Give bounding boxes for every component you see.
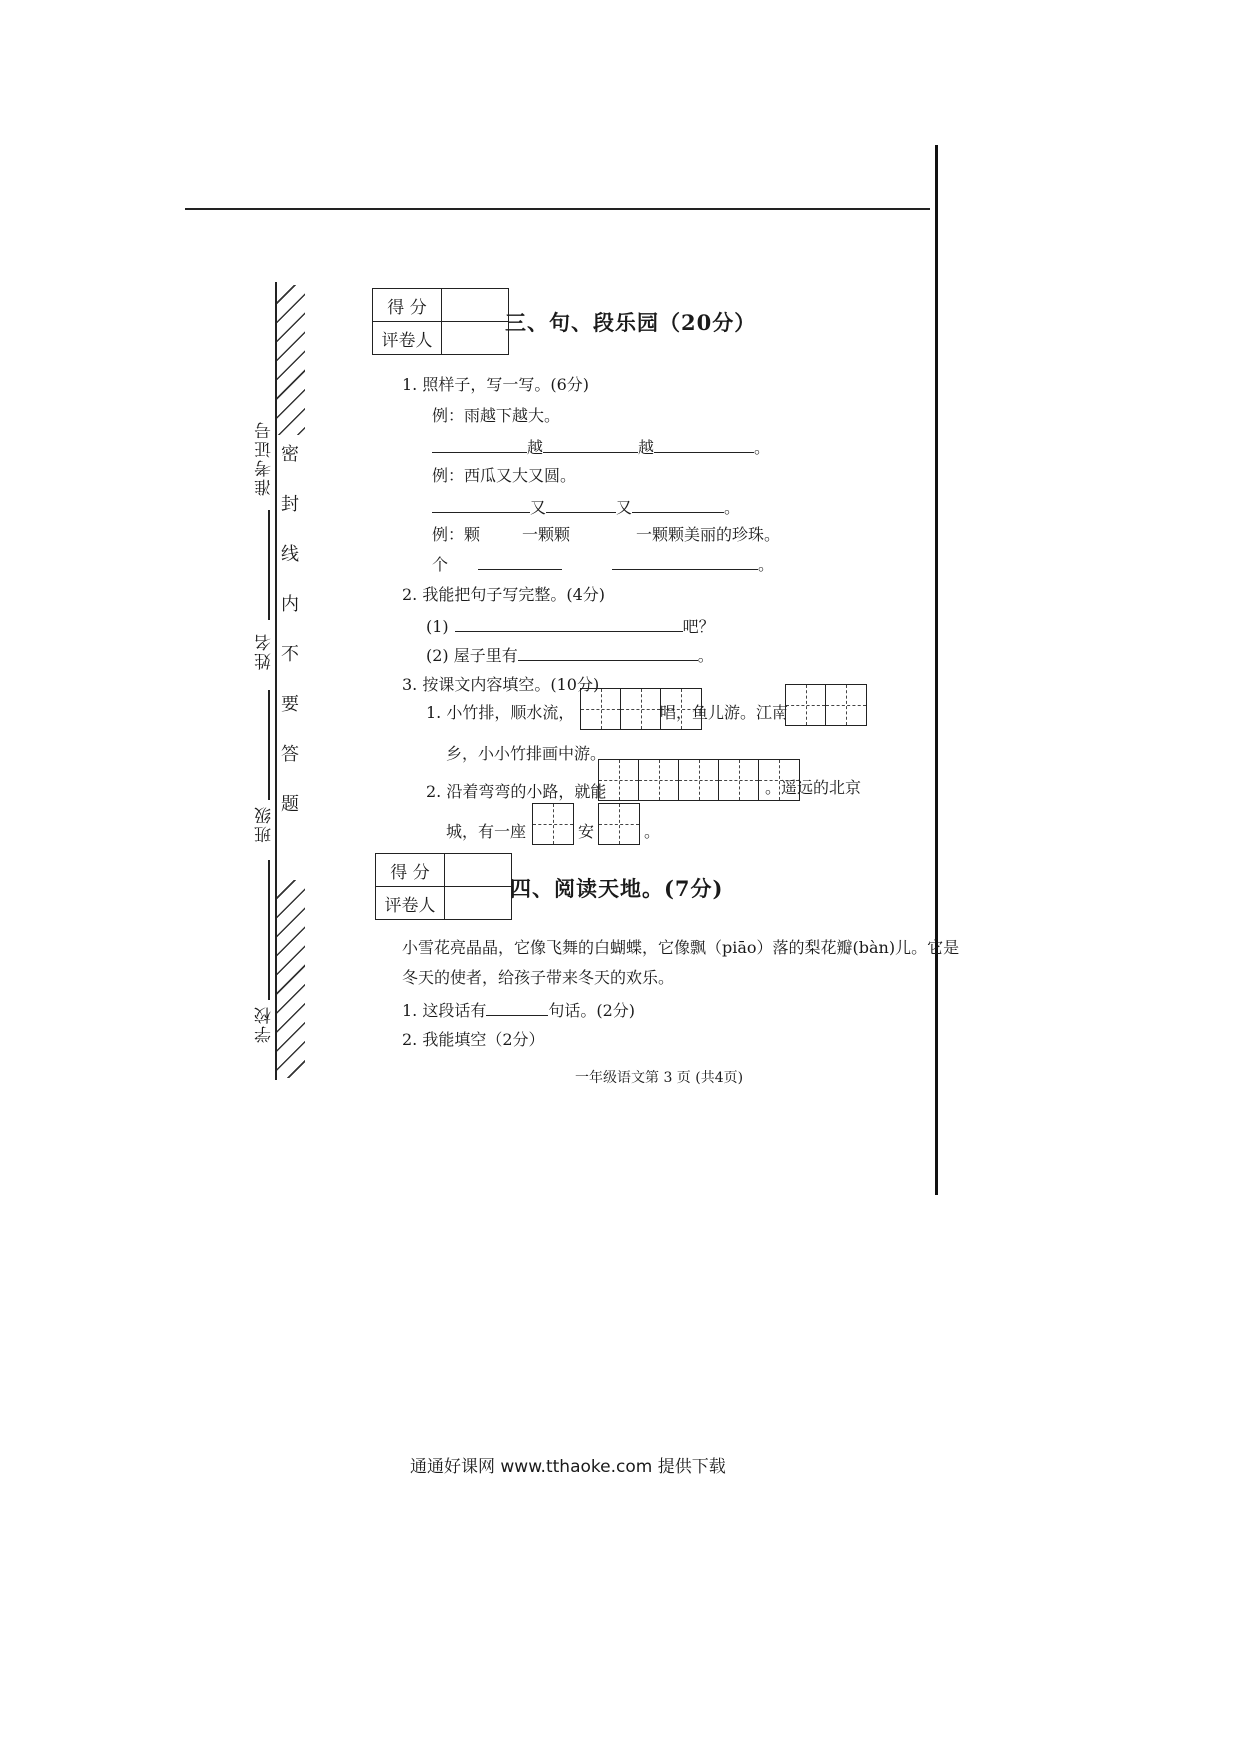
name-line	[268, 690, 270, 800]
q1-fill2	[432, 494, 740, 518]
blank[interactable]	[486, 997, 548, 1016]
seal-char: 题	[281, 794, 299, 815]
q1-example3-b: 一颗颗	[522, 525, 571, 544]
seal-char: 要	[281, 694, 299, 715]
char-grid-2[interactable]	[785, 684, 867, 726]
blank[interactable]	[632, 494, 724, 513]
grader-field[interactable]	[445, 887, 512, 920]
fill-end: 。	[754, 438, 771, 457]
fill-char: 又	[616, 498, 633, 517]
grader-field[interactable]	[442, 322, 509, 355]
blank[interactable]	[543, 434, 638, 453]
sentence-end: 吧？	[682, 617, 715, 636]
grader-label: 评卷人	[373, 322, 442, 355]
q2-sentence1	[426, 613, 715, 637]
score-box-section3	[372, 288, 509, 355]
blank[interactable]	[546, 494, 616, 513]
section3-title: 三、句、段乐园（20分）	[505, 310, 757, 335]
hatch-top	[277, 285, 305, 435]
section4-title: 四、阅读天地。(7分)	[510, 876, 724, 901]
score-box-section4	[375, 853, 512, 920]
seal-char: 内	[281, 594, 299, 615]
blank[interactable]	[612, 551, 758, 570]
blank[interactable]	[432, 434, 527, 453]
top-border-line	[185, 208, 930, 210]
q1-example3-c: 一颗颗美丽的珍珠。	[636, 525, 781, 544]
q3-line1-a: 1. 小竹排，顺水流，	[426, 703, 575, 722]
seal-char: 封	[281, 494, 299, 515]
seal-char: 密	[281, 444, 299, 465]
q1-heading: 1. 照样子，写一写。(6分)	[402, 375, 590, 394]
watermark: 通通好课网 www.tthaoke.com 提供下载	[410, 1457, 726, 1477]
q3-line2: 乡，小小竹排画中游。	[446, 744, 607, 763]
sentence-label: (1)	[426, 617, 449, 636]
q3-line1-b: 唱，鱼儿游。江南	[660, 703, 789, 722]
sentence-end: 。	[697, 646, 714, 665]
blank[interactable]	[432, 494, 530, 513]
fill-char: 越	[638, 438, 655, 457]
fill-end: 。	[758, 555, 775, 574]
s4-q1	[402, 997, 635, 1021]
school-label: 学校	[255, 1005, 275, 1043]
q3-line4-a: 城，有一座	[446, 822, 527, 841]
fill-char: 越	[527, 438, 544, 457]
q2-sentence2	[426, 642, 714, 666]
q1-fill3	[432, 551, 774, 575]
q1-example1: 例：雨越下越大。	[432, 406, 561, 425]
score-field[interactable]	[442, 289, 509, 322]
right-border-line	[935, 145, 938, 1195]
q3-line4-end: 。	[644, 822, 661, 841]
name-label: 姓名	[255, 632, 275, 670]
grader-label: 评卷人	[376, 887, 445, 920]
blank[interactable]	[478, 551, 562, 570]
page-footer: 一年级语文第 3 页 (共4页)	[575, 1070, 744, 1086]
blank[interactable]	[654, 434, 754, 453]
q3-heading: 3. 按课文内容填空。(10分)	[402, 675, 600, 694]
sentence-label: (2) 屋子里有	[426, 646, 518, 665]
seal-char: 不	[281, 644, 299, 665]
class-line	[268, 860, 270, 1000]
score-label: 得 分	[376, 854, 445, 887]
seal-char: 线	[281, 544, 299, 565]
question-text: 句话。(2分)	[548, 1001, 636, 1020]
blank[interactable]	[518, 642, 698, 661]
blank[interactable]	[455, 613, 683, 632]
fill-char: 个	[432, 555, 449, 574]
class-label: 班级	[255, 805, 275, 843]
q1-example2: 例：西瓜又大又圆。	[432, 466, 577, 485]
char-grid-1a[interactable]	[532, 803, 574, 845]
question-text: 1. 这段话有	[402, 1001, 487, 1020]
admission-number-label: 准考证号	[255, 420, 275, 496]
passage-line2: 冬天的使者，给孩子带来冬天的欢乐。	[402, 968, 675, 987]
s4-q2: 2. 我能填空（2分）	[402, 1030, 545, 1049]
q3-line3-a: 2. 沿着弯弯的小路，就能	[426, 782, 607, 801]
fill-char: 又	[530, 498, 547, 517]
score-field[interactable]	[445, 854, 512, 887]
passage-line1: 小雪花亮晶晶，它像飞舞的白蝴蝶，它像飘（piāo）落的梨花瓣(bàn)儿。它是	[402, 938, 960, 957]
char-grid-1b[interactable]	[598, 803, 640, 845]
q2-heading: 2. 我能把句子写完整。(4分)	[402, 585, 606, 604]
fill-end: 。	[724, 498, 741, 517]
admission-number-line	[268, 510, 270, 620]
seal-char: 答	[281, 744, 299, 765]
q3-line3-b: 。遥远的北京	[765, 778, 862, 797]
hatch-bottom	[277, 880, 305, 1078]
score-label: 得 分	[373, 289, 442, 322]
q3-line4-b: 安	[578, 822, 595, 841]
q1-example3-a: 例：颗	[432, 525, 481, 544]
q1-fill1	[432, 434, 770, 458]
